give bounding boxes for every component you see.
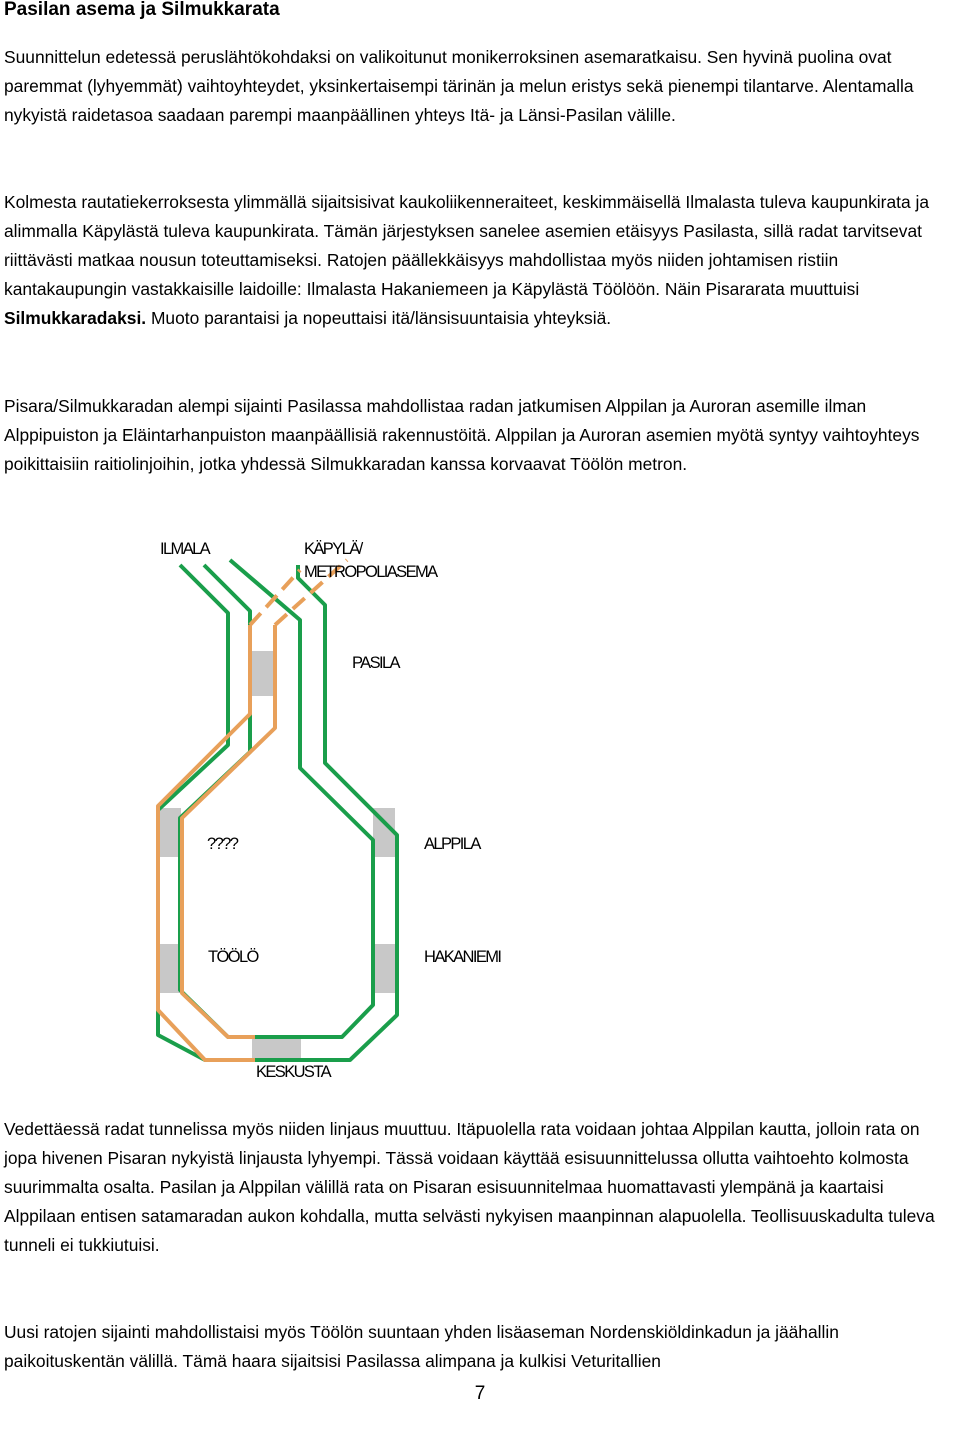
green-track-outer: [158, 565, 397, 1060]
label-alppila: ALPPILA: [424, 835, 480, 853]
silmukkarata-bold-term: Silmukkaradaksi.: [4, 308, 147, 328]
paragraph-rail-levels-text-end: Muoto parantaisi ja nopeuttaisi itä/länsisuuntaisia yhteyksiä.: [146, 308, 612, 328]
paragraph-toolo-extra-station: Uusi ratojen sijainti mahdollistaisi myös Töölön suuntaan yhden lisäaseman Nordenskiöldinkadun ja jäähallin paikoituskentän välillä. Tämä haara sijaitsisi Pasilassa alimpana ja kulkisi Veturitallien: [4, 1322, 839, 1371]
label-ilmala: ILMALA: [160, 540, 210, 558]
paragraph-rail-levels-text: Kolmesta rautatiekerroksesta ylimmällä sijaitsisivat kaukoliikenneraiteet, keskimmäisellä Ilmalasta tuleva kaupunkirata ja alimmalla Käpylästä tuleva kaupunkirata. Tämän järjestyksen sanelee asemien etäisyys Pasilasta, sillä radat tarvitsevat riittävästi matkaa nousun toteuttamiseksi. Ratojen päällekkäisyys mahdollistaa myös niiden johtamisen ristiin kantakaupungin vastakkaisille laidoille: Ilmalasta Hakaniemeen ja Käpylästä Töölöön. Näin Pisararata muuttuisi: [4, 192, 929, 299]
paragraph-multilevel-station: Suunnittelun edetessä peruslähtökohdaksi on valikoitunut monikerroksinen asemaratkaisu. Sen hyvinä puolina ovat paremmat (lyhyemmät) vaihtoyhteydet, yksinkertaisempi tärinän ja melun eristys sekä pienempi tilantarve. Alentamalla nykyistä raidetasoa saadaan parempi maanpäällinen yhteys Itä- ja Länsi-Pasilan välille.: [4, 47, 914, 125]
loop-rail-diagram: [0, 520, 960, 1090]
label-unknown-station: ????: [207, 835, 238, 853]
label-kapyla-line1: KÄPYLÄ/: [304, 540, 362, 558]
paragraph-alppila-aurora: Pisara/Silmukkaradan alempi sijainti Pasilassa mahdollistaa radan jatkumisen Alppilan ja Auroran asemille ilman Alppipuiston ja Eläintarhanpuiston maanpäällisiä rakennustöitä. Alppilan ja Auroran asemien myötä syntyy vaihtoyhteys poikittaisiin raitiolinjoihin, jotka yhdessä Silmukkaradan kanssa korvaavat Töölön metron.: [4, 396, 920, 474]
label-toolo: TÖÖLÖ: [208, 948, 258, 966]
section-heading: Pasilan asema ja Silmukkarata: [4, 0, 280, 20]
green-track-loop: [158, 560, 397, 1060]
label-keskusta: KESKUSTA: [256, 1063, 331, 1081]
orange-dashed-outer: [250, 570, 300, 625]
paragraph-rail-levels: [4, 188, 956, 333]
station-box-left-upper: [157, 808, 181, 857]
station-box-pasila: [252, 651, 275, 696]
page-number: 7: [474, 1383, 486, 1404]
station-box-hakaniemi: [373, 944, 395, 993]
station-box-keskusta: [252, 1038, 301, 1060]
label-kapyla-line2: METROPOLIASEMA: [304, 563, 437, 581]
paragraph-tunnel-alignment: Vedettäessä radat tunnelissa myös niiden linjaus muuttuu. Itäpuolella rata voidaan johtaa Alppilan kautta, jolloin rata on jopa hivenen Pisaran nykyistä linjausta lyhyempi. Tässä voidaan käyttää esisuunnittelussa ollutta vaihtoehto kolmosta suurimmalta osalta. Pasilan ja Alppilan välillä rata on Pisaran esisuunnitelmaa huomattavasti ylempänä ja kaartaisi Alppilaan entisen satamaradan aukon kohdalla, mutta selvästi nykyisen maanpinnan alapuolella. Teollisuuskadulta tuleva tunneli ei tukkiutuisi.: [4, 1119, 935, 1255]
label-hakaniemi: HAKANIEMI: [424, 948, 501, 966]
station-box-toolo: [157, 944, 181, 993]
label-pasila: PASILA: [352, 654, 399, 672]
